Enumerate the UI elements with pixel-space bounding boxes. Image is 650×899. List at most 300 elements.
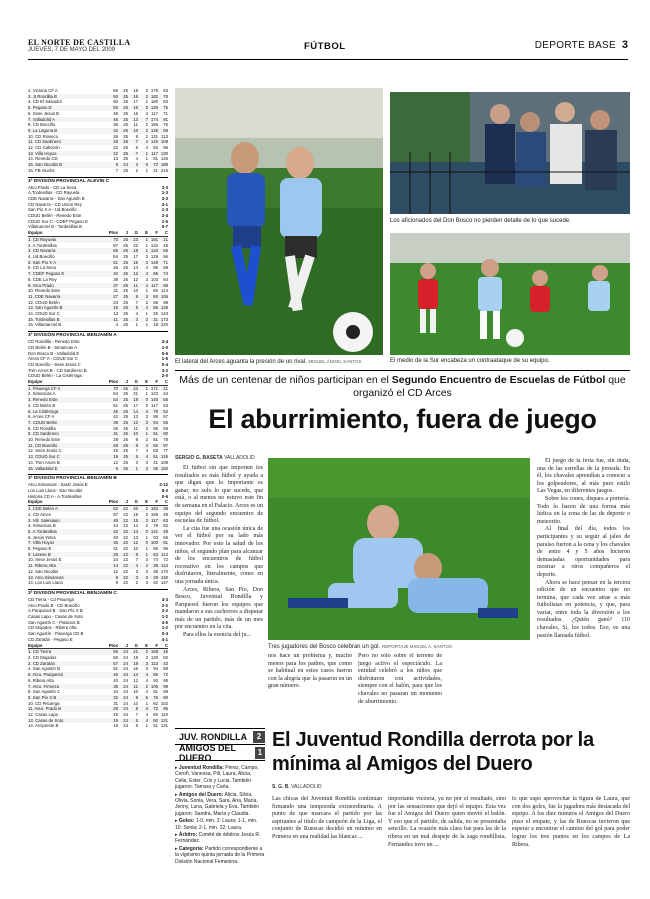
table-cell: 32 — [108, 128, 118, 134]
match-details: ▸ Juventud Rondilla: Pérez, Campo, Ceroñ, Vanessa, Pili, Laura, Alicia, Celia, Ester, Cris y Lucia. También jugaron: Tamara y Carla. ▸ Amigos del Duero: Alicia, Silvia, Olivia, Sonia, Vera, Sara, Ana, María, Jenny, Luna, Gabriela y Eva. También jugaron: Sandra, María y Claudia. ▸ Goles: 1-0, min. 2: Laura; 1-1, min. 10: Sonia; 2-1, min. 22: Laura. ▸ Árbitro: Comité de árbitros Jesús R. Fernández. ▸ Categoría: Partido correspondiente a la vigésimo quinta jornada de la Primera División Nacional Femenina. — [175, 765, 265, 865]
table-cell: 31 — [113, 546, 118, 552]
table-cell: 81 — [153, 689, 158, 695]
table-cell: 22 — [123, 534, 128, 540]
fans-illustration — [390, 92, 630, 214]
table-cell: 52 — [163, 523, 168, 529]
table-cell: 25 — [118, 466, 128, 472]
result-score: 4-4 — [161, 339, 168, 345]
main-photo-caption: El lateral del Arces aguanta la presión de un rival. MIGUEL ÁNGEL SANTOS — [175, 359, 362, 365]
table-cell: 6. Jesús Yetos — [28, 534, 56, 540]
table-cell: 50 — [113, 99, 118, 105]
table-header-cell: J — [118, 379, 128, 385]
table-cell: 25 — [118, 397, 128, 403]
table-cell: 2. Simancas A — [28, 391, 56, 397]
table-cell: 102 — [160, 700, 168, 706]
table-cell: 7 — [115, 167, 118, 173]
table-cell: 74 — [153, 557, 158, 563]
table-cell: 24 — [118, 162, 128, 168]
table-cell: 57 — [163, 414, 168, 420]
result-score: 0-4 — [161, 361, 168, 367]
table-cell: 25 — [123, 110, 128, 116]
table-cell: 1 — [138, 151, 148, 157]
table-cell: 25 — [118, 117, 128, 123]
result-score: 5-6 — [161, 350, 168, 356]
table-cell: 7 — [135, 557, 138, 563]
table-cell: 98 — [163, 299, 168, 305]
home-team: JUV. RONDILLA — [179, 731, 248, 742]
table-cell: 9 — [128, 695, 138, 701]
category-title: 3ª DIVISIÓN PROVINCIAL BENJAMÍN B — [28, 474, 168, 482]
table-cell: 34 — [113, 689, 118, 695]
table-cell: 1 — [138, 385, 148, 391]
table-cell: 16 — [128, 105, 138, 111]
table-cell: 39 — [108, 420, 118, 426]
table-cell: 25 — [123, 288, 128, 294]
table-cell: 90 — [158, 431, 168, 437]
table-cell: 132 — [150, 242, 158, 248]
table-cell: 220 — [160, 322, 168, 328]
table-cell: 7. CDUD Belén — [28, 420, 108, 426]
table-cell: 24 — [118, 706, 128, 712]
result-score: 1-3 — [161, 190, 168, 196]
table-cell: 36 — [113, 425, 118, 431]
table-cell: 1 — [138, 431, 148, 437]
table-cell: 4 — [138, 718, 148, 724]
table-cell: 25 — [118, 94, 128, 100]
table-header-cell: Ptos — [108, 230, 118, 236]
table-cell: 7. Atco. Firmeza — [28, 684, 108, 690]
table-cell: 86 — [153, 425, 158, 431]
table-cell: 22 — [118, 518, 128, 524]
table-cell: 25 — [118, 385, 128, 391]
table-cell: 8. CDE La Rey — [28, 276, 57, 282]
result-match: Tren Arces B - CD Sardinero B — [28, 367, 87, 373]
result-score: 1-5 — [161, 218, 168, 224]
table-header-cell: J — [118, 643, 128, 649]
table-header-cell: F — [148, 643, 158, 649]
table-header-cell: E — [138, 379, 148, 385]
table-cell: 3. Jr.Rondilla B — [28, 94, 108, 100]
table-cell: 50 — [163, 654, 168, 660]
table-cell: 165 — [150, 511, 158, 517]
table-cell: 11 — [128, 283, 138, 289]
table-cell: 1 — [138, 552, 148, 558]
table-cell: 25 — [113, 712, 118, 718]
table-cell: 13. Atco.Simancas — [28, 575, 108, 581]
table-cell: 11 — [133, 425, 138, 431]
table-cell: 64 — [113, 391, 118, 397]
table-cell: 19 — [133, 654, 138, 660]
result-score: 0-6 — [161, 493, 168, 499]
table-cell: 9. CD Sardinero — [28, 431, 108, 437]
result-match: CD Mojados - Ribera Alta — [28, 625, 77, 631]
table-cell: 11. Ribera Alta — [28, 563, 108, 569]
table-cell: 10 — [133, 700, 138, 706]
table-cell: 13. Villa Hoyos — [28, 151, 108, 157]
table-cell: 10. Renedo Este — [28, 437, 61, 443]
table-cell: 25 — [123, 391, 128, 397]
table-cell: 1 — [145, 322, 148, 328]
table-cell: 84 — [163, 276, 168, 282]
table-cell: 1 — [145, 723, 148, 729]
table-cell: 31 — [148, 317, 158, 323]
kids-photo — [390, 233, 630, 355]
table-cell: 15 — [128, 518, 138, 524]
table-cell: 40 — [153, 580, 158, 586]
table-cell: 1 — [138, 236, 148, 242]
table-cell: 25 — [123, 145, 128, 151]
table-cell: 14. Arcipreste B — [28, 723, 59, 729]
table-cell: 8 — [128, 443, 138, 449]
table-cell: 123 — [150, 391, 158, 397]
table-cell: 25 — [118, 271, 128, 277]
table-cell: 25 — [123, 402, 128, 408]
result-match: Don Bosco B - Valladolid E — [28, 350, 80, 356]
table-cell: 24 — [123, 689, 128, 695]
table-cell: 24 — [113, 557, 118, 563]
table-cell: 25 — [118, 431, 128, 437]
table-cell: 9 — [108, 575, 118, 581]
category-title: 3ª DIVISIÓN PROVINCIAL BENJAMÍN C — [28, 589, 168, 597]
table-cell: 96 — [153, 265, 158, 271]
table-cell: 4 — [145, 689, 148, 695]
table-cell: 3 — [145, 654, 148, 660]
table-cell: 46 — [108, 117, 118, 123]
result-match: Los Luis Llaca - San Nicolás — [28, 488, 83, 493]
table-cell: 7 — [135, 712, 138, 718]
table-cell: 51 — [148, 454, 158, 460]
table-cell: 50 — [108, 105, 118, 111]
table-cell: 126 — [148, 139, 158, 145]
table-cell: 5 — [138, 105, 148, 111]
table-cell: 43 — [158, 661, 168, 667]
table-cell: 10. Sese Jesús E — [28, 557, 62, 563]
table-header-cell: Equipo — [28, 379, 108, 385]
table-cell: 5. Pegaso D — [28, 105, 108, 111]
table-cell: 5. San Pío X A — [28, 260, 108, 266]
table-cell: 0 — [138, 529, 148, 535]
table-row — [28, 322, 168, 328]
table-cell: 176 — [150, 88, 158, 93]
table-cell: 6 — [135, 145, 138, 151]
result-match: A.Parquesol B - San Pío X B — [28, 608, 83, 614]
table-header-cell: Equipo — [28, 643, 108, 649]
table-cell: 54 — [108, 397, 118, 403]
table-cell: 7 — [138, 117, 148, 123]
table-cell: 1 — [145, 546, 148, 552]
table-cell: 25 — [123, 299, 128, 305]
table-cell: 114 — [158, 552, 168, 558]
article-column-3: Pero no sólo sobre el terreno de juego activo el espectáculo. La entidad celebró a los niños que disfrutaron con actividades, siempre con el balón, para que los chavales no pasaran un momento de aburrimiento. — [358, 653, 442, 705]
table-cell: 65 — [158, 420, 168, 426]
table-cell: 19 — [108, 305, 118, 311]
table-cell: 3 — [145, 425, 148, 431]
table-cell: 51 — [153, 723, 158, 729]
table-header-cell: C — [158, 379, 168, 385]
table-cell: 183 — [148, 506, 158, 512]
category-title: 3ª DIVISIÓN PROVINCIAL BENJAMÍN A — [28, 331, 168, 339]
result-match: San Agustín C - Palacios B — [28, 619, 80, 625]
table-cell: 68 — [163, 425, 168, 431]
table-cell: 140 — [158, 575, 168, 581]
table-cell: 2 — [145, 523, 148, 529]
table-cell: 3 — [135, 459, 138, 465]
table-cell: 60 — [148, 294, 158, 300]
table-cell: 2. A.Tordesillas — [28, 242, 57, 248]
table-cell: 93 — [153, 145, 158, 151]
table-cell: 63 — [163, 99, 168, 105]
result-score: 3-3 — [161, 184, 168, 190]
result-match: San Agustín - Pisuerga CD B — [28, 631, 84, 637]
table-cell: 7 — [135, 448, 138, 454]
table-cell: 3 — [128, 162, 138, 168]
table-cell: 96 — [163, 145, 168, 151]
result-match: CDUD Belén - Renedo Este — [28, 213, 82, 219]
table-cell: 24 — [123, 700, 128, 706]
table-cell: 60 — [153, 712, 158, 718]
table-cell: 24 — [163, 391, 168, 397]
table-cell: 15. Valladolid E — [28, 466, 108, 472]
table-cell: 96 — [148, 672, 158, 678]
table-cell: 25 — [118, 317, 128, 323]
table-cell: 15. San Nicolás B — [28, 162, 108, 168]
table-cell: 3 — [138, 260, 148, 266]
table-cell: 1 — [145, 311, 148, 317]
table-cell: 108 — [158, 139, 168, 145]
table-cell: 7 — [128, 139, 138, 145]
standings-table-1 — [28, 88, 168, 174]
result-match: Villamarciel B - Tordesillas B — [28, 224, 83, 230]
table-cell: 48 — [108, 518, 118, 524]
table-cell: 13. San Agustín B — [28, 305, 108, 311]
table-cell: 94 — [148, 420, 158, 426]
table-cell: 6. CD La Seca — [28, 265, 56, 271]
players-illustration — [175, 88, 383, 355]
table-cell: 75 — [158, 94, 168, 100]
table-cell: 65 — [108, 649, 118, 655]
table-cell: 12. Casas Lapo — [28, 712, 59, 718]
goal-photo — [268, 458, 530, 640]
table-cell: 4 — [145, 265, 148, 271]
category-title: 3ª DIVISIÓN PROVINCIAL ALEVÍN C — [28, 177, 168, 185]
table-cell: 25 — [123, 311, 128, 317]
table-cell: 2 — [138, 506, 148, 512]
table-cell: 3 — [145, 253, 148, 259]
table-cell: 1 — [128, 466, 138, 472]
table-cell: 3. Renedo Este — [28, 397, 108, 403]
fans-photo-caption: Los aficionados del Don Bosco no pierden detalle de lo que sucede. — [390, 218, 571, 224]
table-cell: 3. CD Zaratán — [28, 661, 108, 667]
table-cell: 35 — [108, 684, 118, 690]
table-cell: 0 — [138, 397, 148, 403]
table-cell: 51 — [108, 260, 118, 266]
table-cell: 4 — [138, 271, 148, 277]
result-match: CDE Navarra - San Agustín B — [28, 195, 85, 201]
table-cell: 31 — [113, 700, 118, 706]
table-cell: 35 — [113, 122, 118, 128]
table-cell: 58 — [153, 299, 158, 305]
table-cell: 14 — [128, 529, 138, 535]
table-cell: 117 — [151, 110, 158, 116]
table-cell: 1 — [145, 288, 148, 294]
table-cell: 124 — [158, 563, 168, 569]
table-cell: 49 — [113, 110, 118, 116]
table-cell: 106 — [158, 294, 168, 300]
table-cell: 70 — [108, 385, 118, 391]
table-cell: 12 — [128, 420, 138, 426]
table-cell: 22 — [133, 242, 138, 248]
table-cell: 74 — [158, 271, 168, 277]
table-cell: 24 — [123, 723, 128, 729]
table-cell: 1 — [145, 700, 148, 706]
table-cell: 11. Atco. Prado B — [28, 706, 108, 712]
standings-table-5 — [28, 643, 168, 730]
table-cell: 45 — [158, 649, 168, 655]
table-cell: 1 — [145, 99, 148, 105]
table-cell: 110 — [161, 712, 168, 718]
table-header-cell: F — [148, 379, 158, 385]
table-cell: 10. Renedo Este — [28, 288, 61, 294]
result-score: 4-1 — [161, 636, 168, 642]
table-cell: 3 — [145, 580, 148, 586]
table-cell: 14. Los Luis Llaca — [28, 580, 63, 586]
table-cell: 12 — [133, 276, 138, 282]
table-cell: 22 — [118, 540, 128, 546]
table-cell: 2 — [138, 684, 148, 690]
table-cell: 16 — [128, 94, 138, 100]
table-cell: 24 — [118, 695, 128, 701]
table-cell: 66 — [163, 534, 168, 540]
table-cell: 4 — [138, 672, 148, 678]
table-cell: 13 — [128, 117, 138, 123]
results-list — [28, 482, 168, 499]
table-cell: 70 — [108, 236, 118, 242]
table-cell: 140 — [148, 397, 158, 403]
table-cell: 13 — [113, 156, 118, 162]
table-cell: 24 — [123, 677, 128, 683]
table-cell: 24 — [118, 649, 128, 655]
table-cell: 5 — [128, 305, 138, 311]
table-cell: 3 — [128, 317, 138, 323]
table-cell: 8 — [128, 552, 138, 558]
table-cell: 1 — [145, 391, 148, 397]
table-cell: 3 — [128, 575, 138, 581]
table-cell: 39 — [113, 276, 118, 282]
table-cell: 67 — [113, 242, 118, 248]
table-cell: 13. CDUD Sur C — [28, 454, 108, 460]
table-cell: 81 — [153, 437, 158, 443]
table-cell: 9 — [108, 162, 118, 168]
table-cell: 2 — [138, 94, 148, 100]
table-cell: 46 — [113, 265, 118, 271]
table-cell: 14 — [128, 672, 138, 678]
table-cell: 56 — [163, 253, 168, 259]
table-cell: 16 — [113, 723, 118, 729]
table-cell: 16 — [128, 260, 138, 266]
second-article-column-2: importante victoria, ya no por el resultado, sino por las sensaciones que dejó el equipo. Esta vez fue el Amigos del Duero quien movió el balón. Y eso que el partido, de salida, no se presentaba sencillo. La ocasión más clara fue para las de la ribera en un mal despeje de la zaga rondillista. Fernandez tuvo un ... — [388, 796, 506, 848]
table-cell: 25 — [113, 448, 118, 454]
table-cell: 143 — [160, 311, 168, 317]
table-cell: 3 — [138, 466, 148, 472]
table-cell: 0 — [138, 575, 148, 581]
table-row — [28, 466, 168, 472]
standings-table-2 — [28, 230, 168, 328]
table-cell: 22 — [123, 557, 128, 563]
table-cell: 95 — [158, 706, 168, 712]
table-cell: 55 — [108, 248, 118, 254]
article-byline: SERGIO G. BASETA VALLADOLID — [175, 455, 255, 461]
second-article-headline: El Juventud Rondilla derrota por la mínima al Amigos del Duero — [272, 729, 594, 775]
table-cell: 2 — [138, 563, 148, 569]
table-cell: 7. Villa Hoyos — [28, 540, 108, 546]
table-header-cell: C — [158, 499, 168, 505]
table-row — [28, 168, 168, 174]
table-cell: 129 — [150, 253, 158, 259]
table-cell: 60 — [148, 718, 158, 724]
table-cell: 93 — [153, 534, 158, 540]
result-score: 1-3 — [161, 207, 168, 213]
table-cell: 25 — [118, 139, 128, 145]
table-cell: 0 — [138, 540, 148, 546]
table-cell: 22 — [118, 552, 128, 558]
table-cell: 148 — [148, 260, 158, 266]
result-match: Atco.Prado B - CD Boecillo — [28, 602, 80, 608]
table-cell: 77 — [163, 448, 168, 454]
table-cell: 16 — [133, 110, 138, 116]
table-cell: 6. Arces CF A — [28, 414, 55, 420]
table-cell: 24 — [118, 661, 128, 667]
table-cell: 4 — [138, 305, 148, 311]
table-cell: 16 — [133, 666, 138, 672]
table-cell: 51 — [113, 666, 118, 672]
table-cell: 25 — [118, 151, 128, 157]
table-cell: 50 — [108, 94, 118, 100]
table-cell: 18 — [128, 661, 138, 667]
table-cell: 2 — [138, 649, 148, 655]
table-cell: 19 — [108, 718, 118, 724]
table-cell: 1. CD Tierra — [28, 649, 108, 655]
table-row — [28, 580, 168, 586]
table-cell: 89 — [153, 414, 158, 420]
table-cell: 12 — [113, 568, 118, 574]
table-cell: 46 — [108, 672, 118, 678]
table-cell: 8 — [135, 133, 138, 139]
table-cell: 66 — [158, 248, 168, 254]
publication-date: JUEVES, 7 DE MAYO DEL 2009 — [28, 47, 116, 53]
table-cell: 25 — [118, 443, 128, 449]
table-cell: 133 — [148, 248, 158, 254]
table-cell: 13 — [133, 534, 138, 540]
result-match: CDUD Belén - La Cistérniga — [28, 373, 82, 379]
article-column-2: nos hace un problema y, mucho menos para los padres, que como se habitual en estos casos fueron con la alegría que la pasaron en un gran número. — [268, 653, 352, 690]
table-cell: 53 — [153, 448, 158, 454]
section-title: FÚTBOL — [304, 41, 346, 52]
table-cell: 2 — [145, 133, 148, 139]
table-cell: 8. CD Rondilla — [28, 425, 56, 431]
table-cell: 99 — [158, 684, 168, 690]
table-cell: 19 — [133, 88, 138, 93]
table-cell: 17 — [133, 402, 138, 408]
result-score: 1-0 — [161, 344, 168, 350]
table-cell: 2 — [138, 128, 148, 134]
table-cell: 22 — [118, 563, 128, 569]
table-cell: 29 — [148, 575, 158, 581]
table-header-cell: E — [138, 230, 148, 236]
result-match: CD Rondilla - Renedo Este — [28, 339, 80, 345]
table-cell: 117 — [148, 283, 158, 289]
away-team: AMIGOS DEL DUERO — [179, 742, 236, 763]
table-cell: 22 — [118, 506, 128, 512]
